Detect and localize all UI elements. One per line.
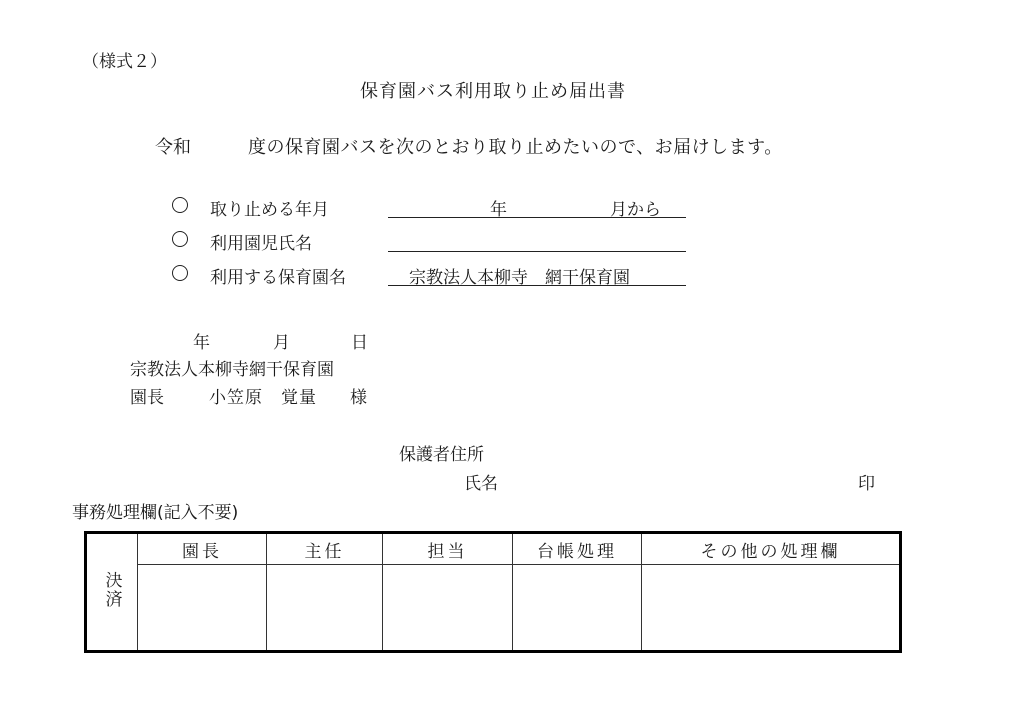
stamp-cell-director[interactable] — [138, 565, 267, 652]
approval-label: 決済 — [101, 570, 122, 609]
field-month-unit: 月から — [610, 200, 661, 220]
field-label: 利用する保育園名 — [210, 268, 346, 288]
field-underline[interactable] — [388, 217, 686, 218]
bullet-circle-icon — [172, 197, 188, 213]
intro-era: 令和 — [155, 137, 191, 158]
addressee-name: 小笠原 覚量 — [209, 388, 317, 408]
intro-text: 度の保育園バスを次のとおり取り止めたいので、お届けします。 — [248, 137, 783, 158]
stamp-cell-chief[interactable] — [267, 565, 383, 652]
field-value: 宗教法人本柳寺 網干保育園 — [409, 268, 630, 288]
guardian-address-label: 保護者住所 — [399, 445, 484, 465]
form-style-number: （様式２） — [82, 52, 167, 72]
date-year-unit: 年 — [193, 333, 210, 353]
column-header: 担当 — [383, 533, 513, 565]
date-day-unit: 日 — [351, 333, 368, 353]
field-label: 取り止める年月 — [210, 200, 329, 220]
office-processing-table — [84, 531, 902, 653]
addressee-honorific: 様 — [350, 388, 367, 408]
column-header: 主任 — [267, 533, 383, 565]
seal-mark: 印 — [858, 474, 875, 494]
field-year-unit: 年 — [490, 200, 507, 220]
date-month-unit: 月 — [273, 333, 290, 353]
table-header-row — [86, 533, 901, 565]
column-header: 園長 — [138, 533, 267, 565]
field-underline[interactable] — [388, 251, 686, 252]
column-header: 台帳処理 — [513, 533, 642, 565]
field-underline[interactable] — [388, 285, 686, 286]
stamp-cell-staff[interactable] — [383, 565, 513, 652]
other-processing-cell[interactable] — [642, 565, 901, 652]
form-title: 保育園バス利用取り止め届出書 — [360, 81, 626, 102]
office-heading: 事務処理欄(記入不要) — [72, 503, 239, 523]
addressee-role: 園長 — [130, 388, 164, 408]
bullet-circle-icon — [172, 265, 188, 281]
addressee-org: 宗教法人本柳寺網干保育園 — [130, 360, 334, 380]
approval-cell — [86, 533, 138, 652]
guardian-name-label: 氏名 — [464, 474, 498, 494]
table-body-row — [86, 565, 901, 652]
column-header: その他の処理欄 — [642, 533, 901, 565]
stamp-cell-ledger[interactable] — [513, 565, 642, 652]
bullet-circle-icon — [172, 231, 188, 247]
field-label: 利用園児氏名 — [210, 234, 312, 254]
